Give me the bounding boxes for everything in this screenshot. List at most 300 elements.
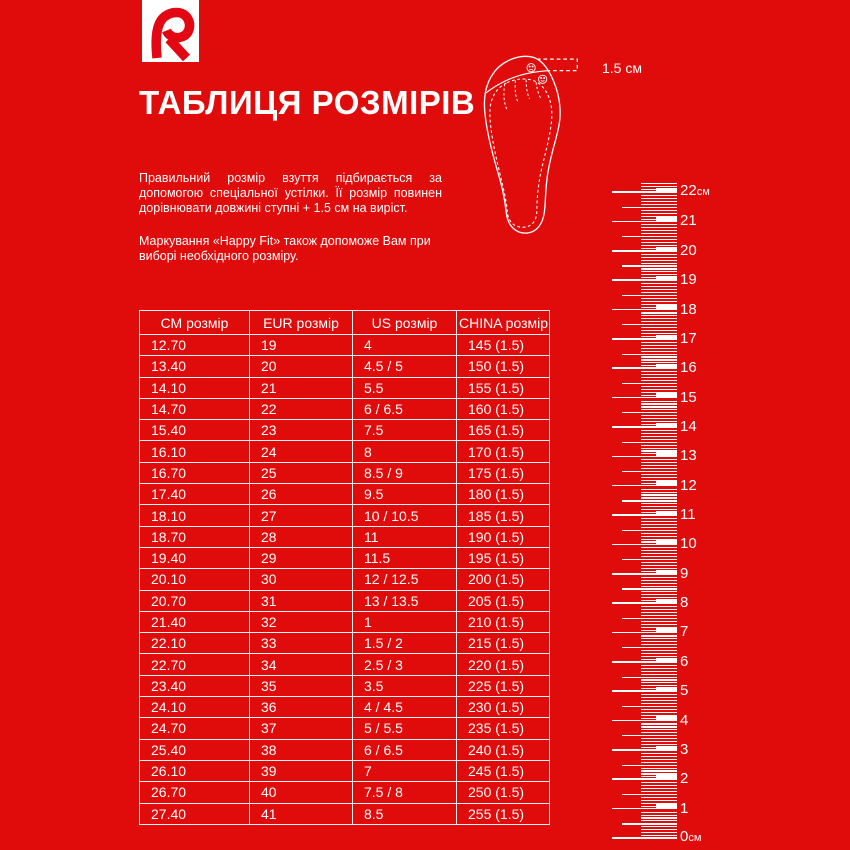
ruler-tick-mm <box>641 403 677 404</box>
ruler-tick-half <box>622 677 677 678</box>
ruler-tick-half <box>622 383 677 384</box>
table-cell: 25.40 <box>140 739 250 760</box>
ruler-tick-mm <box>641 700 677 701</box>
ruler-tick-mm <box>641 333 677 334</box>
table-cell: 38 <box>250 739 353 760</box>
ruler-tick-mm <box>641 418 677 419</box>
ruler-tick-mm <box>641 553 677 554</box>
ruler-label-number: 1 <box>680 799 689 817</box>
ruler-tick-mm <box>641 527 677 528</box>
ruler-label-number: 17 <box>680 330 697 348</box>
ruler-label <box>680 742 688 757</box>
ruler-tick-mm <box>641 688 677 689</box>
ruler-label-number: 11 <box>680 506 696 524</box>
ruler-tick-mm <box>641 621 677 622</box>
table-cell: 190 (1.5) <box>457 526 550 547</box>
ruler-tick-mm <box>641 348 677 349</box>
ruler-tick-mm <box>641 277 677 278</box>
ruler-label-unit: см <box>696 186 710 199</box>
ruler-tick-mm <box>641 600 677 601</box>
table-row <box>140 441 550 462</box>
table-row <box>140 803 550 824</box>
ruler-tick-mm <box>641 445 677 446</box>
table-cell: 11 <box>353 526 457 547</box>
measure-box <box>537 59 577 71</box>
ruler-tick-mm <box>641 424 677 425</box>
ruler-tick-cm <box>612 837 677 839</box>
ruler-tick-mm <box>641 606 677 607</box>
ruler-tick-mm <box>641 283 677 284</box>
ruler-tick-mm <box>641 409 677 410</box>
ruler-tick-mm <box>641 201 677 202</box>
ruler-tick-half <box>622 354 677 355</box>
size-table <box>139 310 550 825</box>
ruler-tick-mm <box>641 782 677 783</box>
table-cell: 16.10 <box>140 441 250 462</box>
ruler-tick-mm <box>641 304 677 305</box>
table-cell: 22 <box>250 398 353 419</box>
ruler-label <box>680 566 688 581</box>
sad-face-icon <box>527 64 535 72</box>
ruler-tick-mm <box>641 198 677 199</box>
ruler-tick-mm <box>641 718 677 719</box>
table-cell: 27 <box>250 505 353 526</box>
ruler-label-number: 9 <box>680 564 689 582</box>
table-row <box>140 675 550 696</box>
table-cell: 21.40 <box>140 611 250 632</box>
ruler-tick-mm <box>641 594 677 595</box>
ruler-label-number: 0 <box>680 828 689 846</box>
ruler-tick-mm <box>641 829 677 830</box>
ruler-label <box>680 683 688 698</box>
ruler-tick-mm <box>641 392 677 393</box>
ruler-tick-mm <box>641 826 677 827</box>
table-cell: 12 / 12.5 <box>353 569 457 590</box>
ruler-tick-mm <box>641 377 677 378</box>
ruler-label-number: 13 <box>680 447 697 465</box>
ruler-tick-mm <box>641 653 677 654</box>
ruler-tick-mm <box>641 245 677 246</box>
ruler-tick-mm <box>641 468 677 469</box>
ruler-tick-mm <box>641 580 677 581</box>
table-cell: 37 <box>250 718 353 739</box>
table-cell: 175 (1.5) <box>457 462 550 483</box>
ruler-tick-mm <box>641 465 677 466</box>
ruler-label <box>680 243 697 258</box>
ruler-tick-half <box>622 647 677 648</box>
ruler-label <box>680 595 688 610</box>
ruler-label <box>680 449 697 464</box>
ruler-tick-mm <box>641 477 677 478</box>
intro-paragraph-1: Правильний розмір взуття підбирається за допомогою спеціальної устілки. Її розмір повинен дорівнювати довжині ступні + 1.5 см на виріст. <box>139 171 442 215</box>
ruler-tick-mm <box>641 568 677 569</box>
table-cell: 26 <box>250 484 353 505</box>
ruler-label <box>680 654 688 669</box>
table-cell: 34 <box>250 654 353 675</box>
ruler-tick-half <box>622 559 677 560</box>
ruler-tick-mm <box>641 298 677 299</box>
ruler-label <box>680 390 697 405</box>
table-row <box>140 335 550 356</box>
ruler-label-number: 6 <box>680 653 689 671</box>
table-cell: 155 (1.5) <box>457 377 550 398</box>
ruler-tick-mm <box>641 541 677 542</box>
ruler-tick-mm <box>641 785 677 786</box>
table-cell: 22.70 <box>140 654 250 675</box>
table-cell: 4.5 / 5 <box>353 356 457 377</box>
table-cell: 180 (1.5) <box>457 484 550 505</box>
ruler-tick-mm <box>641 732 677 733</box>
ruler-tick-mm <box>641 374 677 375</box>
ruler-tick-mm <box>641 345 677 346</box>
ruler-label <box>680 829 701 846</box>
table-row <box>140 462 550 483</box>
ruler-tick-mm <box>641 770 677 771</box>
table-cell: 2.5 / 3 <box>353 654 457 675</box>
table-cell: 13.40 <box>140 356 250 377</box>
ruler-tick-mm <box>641 674 677 675</box>
table-row <box>140 633 550 654</box>
table-cell: 235 (1.5) <box>457 718 550 739</box>
table-cell: 11.5 <box>353 547 457 568</box>
table-row <box>140 398 550 419</box>
table-cell: 35 <box>250 675 353 696</box>
table-row <box>140 697 550 718</box>
ruler-label-number: 18 <box>680 300 697 318</box>
ruler-label-number: 20 <box>680 241 697 259</box>
table-cell: 210 (1.5) <box>457 611 550 632</box>
table-cell: 8 <box>353 441 457 462</box>
ruler-tick-mm <box>641 371 677 372</box>
ruler-label <box>680 537 697 552</box>
table-row <box>140 611 550 632</box>
ruler-tick-mm <box>641 230 677 231</box>
ruler-tick-mm <box>641 550 677 551</box>
ruler-tick-mm <box>641 586 677 587</box>
table-cell: 150 (1.5) <box>457 356 550 377</box>
ruler-tick-mm <box>641 635 677 636</box>
ruler-tick-mm <box>641 462 677 463</box>
table-row <box>140 505 550 526</box>
table-cell: 36 <box>250 697 353 718</box>
column-header: EUR розмір <box>250 311 353 335</box>
ruler-tick-mm <box>641 641 677 642</box>
table-cell: 250 (1.5) <box>457 782 550 803</box>
table-row <box>140 484 550 505</box>
reima-r-icon <box>142 0 199 62</box>
ruler-tick-half <box>622 823 677 824</box>
ruler-tick-mm <box>641 756 677 757</box>
ruler-tick-mm <box>641 292 677 293</box>
ruler-tick-mm <box>641 421 677 422</box>
table-cell: 160 (1.5) <box>457 398 550 419</box>
table-cell: 30 <box>250 569 353 590</box>
ruler-tick-mm <box>641 682 677 683</box>
ruler-tick-mm <box>641 307 677 308</box>
ruler-tick-mm <box>641 315 677 316</box>
ruler-tick-mm <box>641 668 677 669</box>
table-cell: 6 / 6.5 <box>353 398 457 419</box>
ruler-tick-mm <box>641 497 677 498</box>
ruler-tick-mm <box>641 395 677 396</box>
ruler-tick-mm <box>641 433 677 434</box>
table-row <box>140 739 550 760</box>
ruler-tick-mm <box>641 759 677 760</box>
ruler-tick-half <box>622 265 677 266</box>
ruler-tick-mm <box>641 709 677 710</box>
table-cell: 170 (1.5) <box>457 441 550 462</box>
table-cell: 5.5 <box>353 377 457 398</box>
table-cell: 12.70 <box>140 335 250 356</box>
ruler-tick-mm <box>641 301 677 302</box>
ruler-tick-mm <box>641 644 677 645</box>
ruler-tick-mm <box>641 239 677 240</box>
ruler-tick-mm <box>641 389 677 390</box>
ruler-tick-mm <box>641 556 677 557</box>
ruler-tick-mm <box>641 729 677 730</box>
ruler-tick-mm <box>641 365 677 366</box>
ruler-tick-mm <box>641 773 677 774</box>
ruler-label-number: 15 <box>680 388 697 406</box>
ruler-tick-mm <box>641 274 677 275</box>
ruler-tick-mm <box>641 703 677 704</box>
table-row <box>140 377 550 398</box>
ruler-tick-mm <box>641 268 677 269</box>
ruler-label-number: 7 <box>680 623 689 641</box>
table-cell: 4 <box>353 335 457 356</box>
table-cell: 7.5 <box>353 420 457 441</box>
ruler-tick-mm <box>641 351 677 352</box>
table-cell: 10 / 10.5 <box>353 505 457 526</box>
ruler-tick-mm <box>641 233 677 234</box>
table-row <box>140 547 550 568</box>
ruler-tick-mm <box>641 738 677 739</box>
ruler-tick-mm <box>641 521 677 522</box>
ruler-tick-mm <box>641 832 677 833</box>
foot-length-line <box>485 71 548 94</box>
ruler-tick-mm <box>641 380 677 381</box>
ruler-tick-mm <box>641 289 677 290</box>
ruler-label <box>680 771 688 786</box>
ruler-tick-half <box>622 500 677 501</box>
ruler-tick-mm <box>641 453 677 454</box>
ruler-tick-mm <box>641 712 677 713</box>
ruler-tick-mm <box>641 679 677 680</box>
ruler-tick-half <box>622 412 677 413</box>
column-header: US розмір <box>353 311 457 335</box>
table-cell: 17.40 <box>140 484 250 505</box>
ruler-tick-mm <box>641 762 677 763</box>
page-title: ТАБЛИЦЯ РОЗМІРІВ <box>139 84 476 121</box>
table-cell: 1.5 / 2 <box>353 633 457 654</box>
ruler-tick-half <box>622 295 677 296</box>
ruler-tick-mm <box>641 489 677 490</box>
table-cell: 165 (1.5) <box>457 420 550 441</box>
ruler-label-number: 5 <box>680 682 689 700</box>
ruler-tick-mm <box>641 448 677 449</box>
ruler-tick-mm <box>641 630 677 631</box>
ruler-tick-mm <box>641 512 677 513</box>
table-cell: 21 <box>250 377 353 398</box>
ruler-tick-mm <box>641 797 677 798</box>
ruler-label <box>680 713 688 728</box>
ruler-tick-mm <box>641 776 677 777</box>
ruler-tick-mm <box>641 439 677 440</box>
ruler-tick-mm <box>641 753 677 754</box>
ruler-tick-mm <box>641 591 677 592</box>
ruler-tick-mm <box>641 509 677 510</box>
ruler-tick-mm <box>641 820 677 821</box>
ruler-tick-mm <box>641 744 677 745</box>
column-header: СМ розмір <box>140 311 250 335</box>
ruler-tick-mm <box>641 726 677 727</box>
insole-outline <box>484 56 560 233</box>
ruler-tick-mm <box>641 224 677 225</box>
ruler-tick-mm <box>641 492 677 493</box>
ruler-tick-mm <box>641 483 677 484</box>
table-cell: 26.70 <box>140 782 250 803</box>
table-cell: 23.40 <box>140 675 250 696</box>
ruler-tick-mm <box>641 815 677 816</box>
ruler-tick-mm <box>641 533 677 534</box>
ruler-tick-mm <box>641 503 677 504</box>
ruler-tick-mm <box>641 612 677 613</box>
ruler-tick-mm <box>641 213 677 214</box>
ruler-tick-mm <box>641 219 677 220</box>
table-cell: 255 (1.5) <box>457 803 550 824</box>
intro-paragraph-2: Маркування «Happy Fit» також допоможе Вам при виборі необхідного розміру. <box>139 234 431 263</box>
ruler-tick-mm <box>641 459 677 460</box>
happy-face-icon <box>539 75 547 83</box>
table-cell: 16.70 <box>140 462 250 483</box>
table-cell: 22.10 <box>140 633 250 654</box>
table-cell: 215 (1.5) <box>457 633 550 654</box>
table-cell: 26.10 <box>140 760 250 781</box>
ruler-label <box>680 625 688 640</box>
ruler-label-number: 8 <box>680 594 689 612</box>
ruler-tick-mm <box>641 242 677 243</box>
ruler-tick-mm <box>641 506 677 507</box>
ruler-tick-mm <box>641 450 677 451</box>
ruler-label-number: 10 <box>680 535 697 553</box>
ruler-label-number: 14 <box>680 418 697 436</box>
ruler-tick-mm <box>641 656 677 657</box>
ruler-tick-mm <box>641 697 677 698</box>
table-cell: 19.40 <box>140 547 250 568</box>
table-cell: 39 <box>250 760 353 781</box>
table-row <box>140 590 550 611</box>
table-cell: 9.5 <box>353 484 457 505</box>
ruler-tick-half <box>622 471 677 472</box>
table-cell: 15.40 <box>140 420 250 441</box>
ruler-tick-mm <box>641 741 677 742</box>
table-cell: 33 <box>250 633 353 654</box>
ruler-tick-mm <box>641 638 677 639</box>
table-cell: 185 (1.5) <box>457 505 550 526</box>
ruler-label-number: 16 <box>680 359 697 377</box>
ruler-tick-mm <box>641 817 677 818</box>
table-cell: 18.10 <box>140 505 250 526</box>
ruler-tick-mm <box>641 518 677 519</box>
table-cell: 23 <box>250 420 353 441</box>
table-cell: 27.40 <box>140 803 250 824</box>
ruler-tick-mm <box>641 204 677 205</box>
table-header-row <box>140 311 550 335</box>
table-cell: 6 / 6.5 <box>353 739 457 760</box>
ruler-tick-mm <box>641 803 677 804</box>
ruler-tick-mm <box>641 694 677 695</box>
ruler-tick-mm <box>641 263 677 264</box>
table-cell: 29 <box>250 547 353 568</box>
ruler-tick-mm <box>641 436 677 437</box>
table-cell: 28 <box>250 526 353 547</box>
ruler-tick-mm <box>641 583 677 584</box>
ruler-tick-mm <box>641 835 677 836</box>
table-cell: 225 (1.5) <box>457 675 550 696</box>
ruler-tick-mm <box>641 747 677 748</box>
ruler-tick-half <box>622 618 677 619</box>
toe-lines <box>504 80 541 111</box>
table-cell: 25 <box>250 462 353 483</box>
table-cell: 7 <box>353 760 457 781</box>
table-row <box>140 569 550 590</box>
table-cell: 13 / 13.5 <box>353 590 457 611</box>
ruler-tick-mm <box>641 800 677 801</box>
table-row <box>140 760 550 781</box>
table-cell: 20.70 <box>140 590 250 611</box>
ruler-tick-mm <box>641 480 677 481</box>
ruler-tick-mm <box>641 248 677 249</box>
table-cell: 14.10 <box>140 377 250 398</box>
ruler-tick-mm <box>641 186 677 187</box>
ruler-tick-mm <box>641 665 677 666</box>
ruler-tick-mm <box>641 321 677 322</box>
ruler-tick-mm <box>641 183 677 184</box>
table-cell: 14.70 <box>140 398 250 419</box>
ruler-label-number: 3 <box>680 741 689 759</box>
ruler-tick-mm <box>641 254 677 255</box>
ruler-tick-mm <box>641 685 677 686</box>
ruler-tick-mm <box>641 401 677 402</box>
table-cell: 24.10 <box>140 697 250 718</box>
ruler-label-number: 22 <box>680 182 697 200</box>
ruler-tick-half <box>622 794 677 795</box>
ruler-label <box>680 360 697 375</box>
ruler-tick-mm <box>641 342 677 343</box>
table-cell: 19 <box>250 335 353 356</box>
ruler-tick-half <box>622 324 677 325</box>
ruler-label <box>680 214 697 229</box>
ruler-tick-mm <box>641 624 677 625</box>
extra-length-label: 1.5 см <box>602 60 642 76</box>
column-header: CHINA розмір <box>457 311 550 335</box>
ruler-tick-half <box>622 765 677 766</box>
ruler-tick-mm <box>641 577 677 578</box>
ruler-label <box>680 478 697 493</box>
ruler-tick-mm <box>641 539 677 540</box>
table-row <box>140 654 550 675</box>
ruler-tick-half <box>622 735 677 736</box>
ruler-tick-mm <box>641 609 677 610</box>
ruler-label <box>680 507 696 522</box>
ruler-tick-mm <box>641 571 677 572</box>
ruler-tick-half <box>622 207 677 208</box>
ruler-tick-mm <box>641 723 677 724</box>
ruler-label-number: 2 <box>680 770 689 788</box>
ruler-tick-half <box>622 530 677 531</box>
ruler-label <box>680 272 697 287</box>
ruler-tick-mm <box>641 327 677 328</box>
